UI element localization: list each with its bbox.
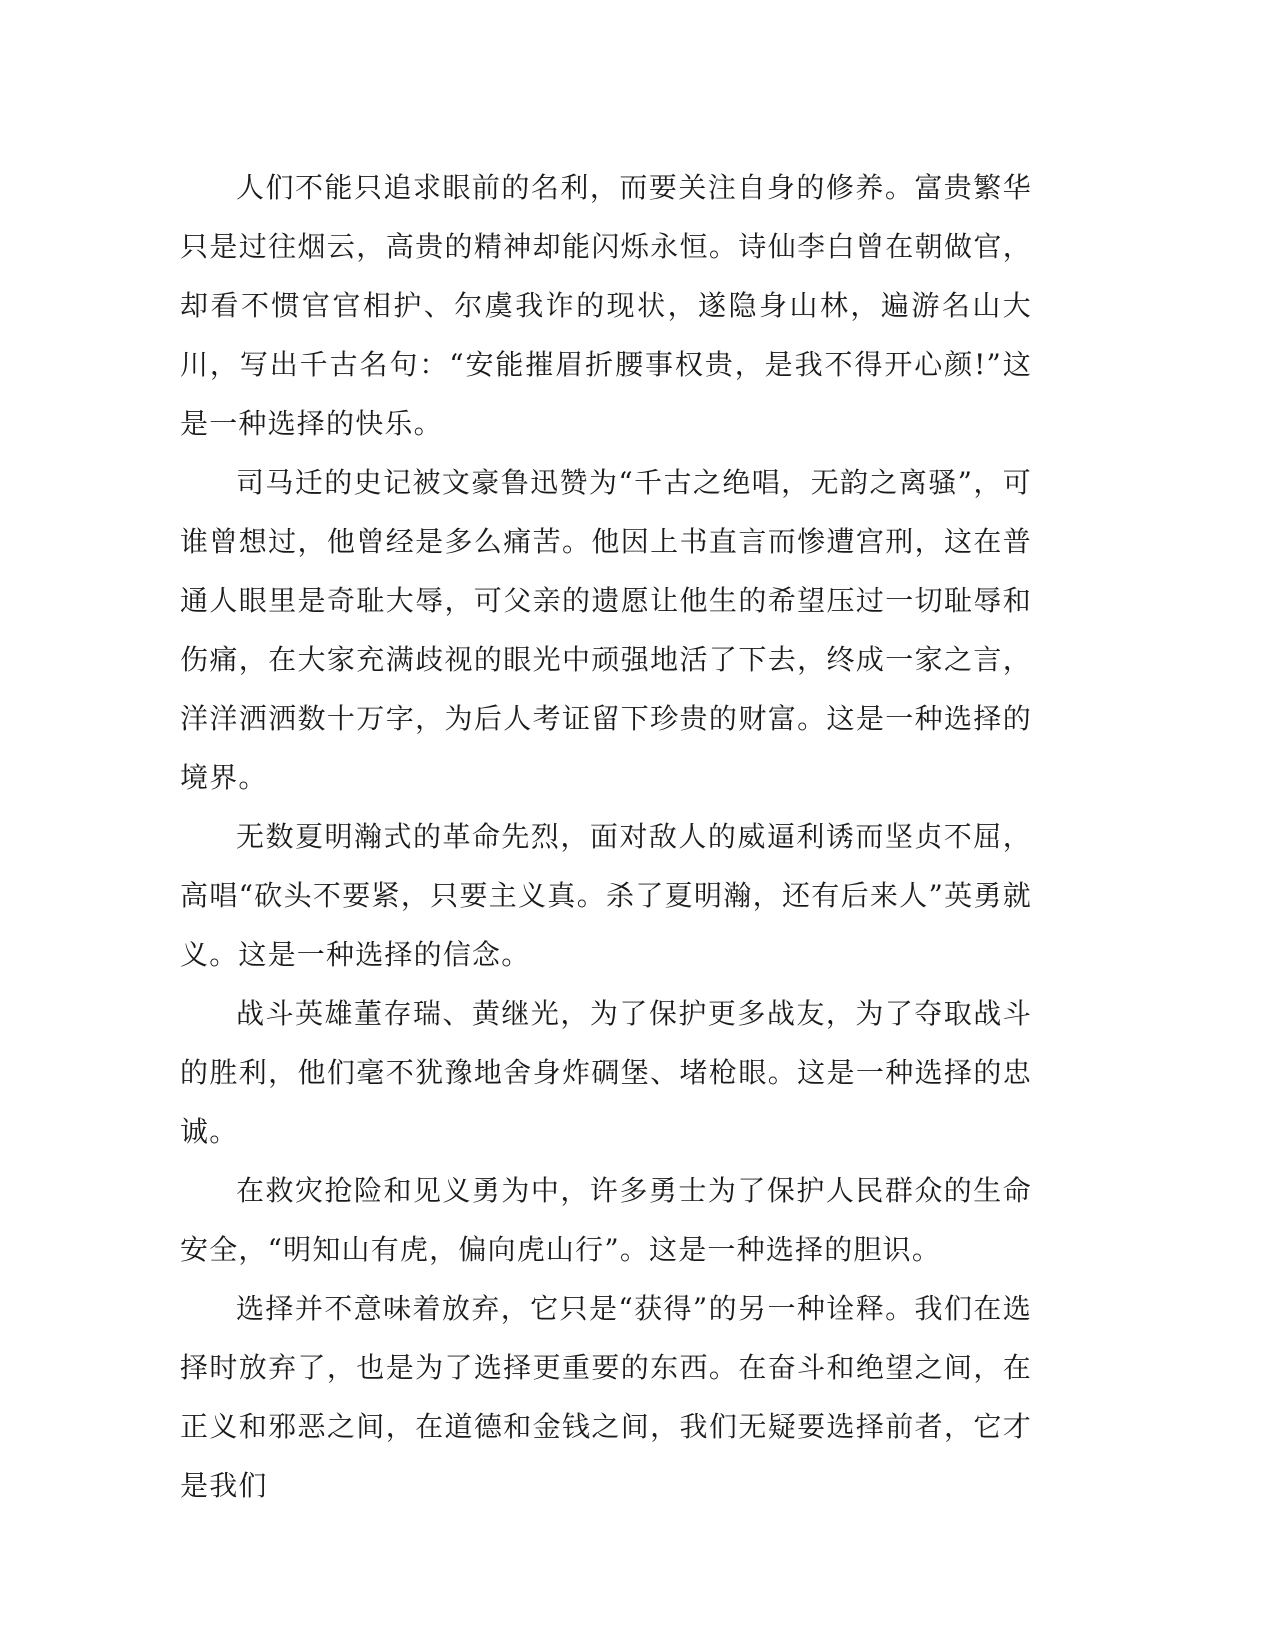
paragraph-2: 司马迁的史记被文豪鲁迅赞为“千古之绝唱，无韵之离骚”，可谁曾想过，他曾经是多么痛苦。他因上书直言而惨遭宫刑，这在普通人眼里是奇耻大辱，可父亲的遗愿让他生的希望压过一切耻辱和伤痛，在大家充满歧视的眼光中顽强地活了下去，终成一家之言，洋洋洒洒数十万字，为后人考证留下珍贵的财富。这是一种选择的境界。 bbox=[180, 466, 1032, 794]
paragraph-5: 在救灾抢险和见义勇为中，许多勇士为了保护人民群众的生命安全，“明知山有虎，偏向虎山行”。这是一种选择的胆识。 bbox=[180, 1174, 1032, 1266]
paragraph-1: 人们不能只追求眼前的名利，而要关注自身的修养。富贵繁华只是过往烟云，高贵的精神却能闪烁永恒。诗仙李白曾在朝做官，却看不惯官官相护、尔虞我诈的现状，遂隐身山林，遍游名山大川，写出千古名句：“安能摧眉折腰事权贵，是我不得开心颜!”这是一种选择的快乐。 bbox=[180, 171, 1032, 440]
paragraph-4: 战斗英雄董存瑞、黄继光，为了保护更多战友，为了夺取战斗的胜利，他们毫不犹豫地舍身炸碉堡、堵枪眼。这是一种选择的忠诚。 bbox=[180, 997, 1032, 1148]
document-body bbox=[180, 158, 1032, 1515]
paragraph-3: 无数夏明瀚式的革命先烈，面对敌人的威逼利诱而坚贞不屈，高唱“砍头不要紧，只要主义真。杀了夏明瀚，还有后来人”英勇就义。这是一种选择的信念。 bbox=[180, 820, 1032, 971]
paragraph-6: 选择并不意味着放弃，它只是“获得”的另一种诠释。我们在选择时放弃了，也是为了选择更重要的东西。在奋斗和绝望之间，在正义和邪恶之间，在道德和金钱之间，我们无疑要选择前者，它才是我们 bbox=[180, 1292, 1032, 1502]
